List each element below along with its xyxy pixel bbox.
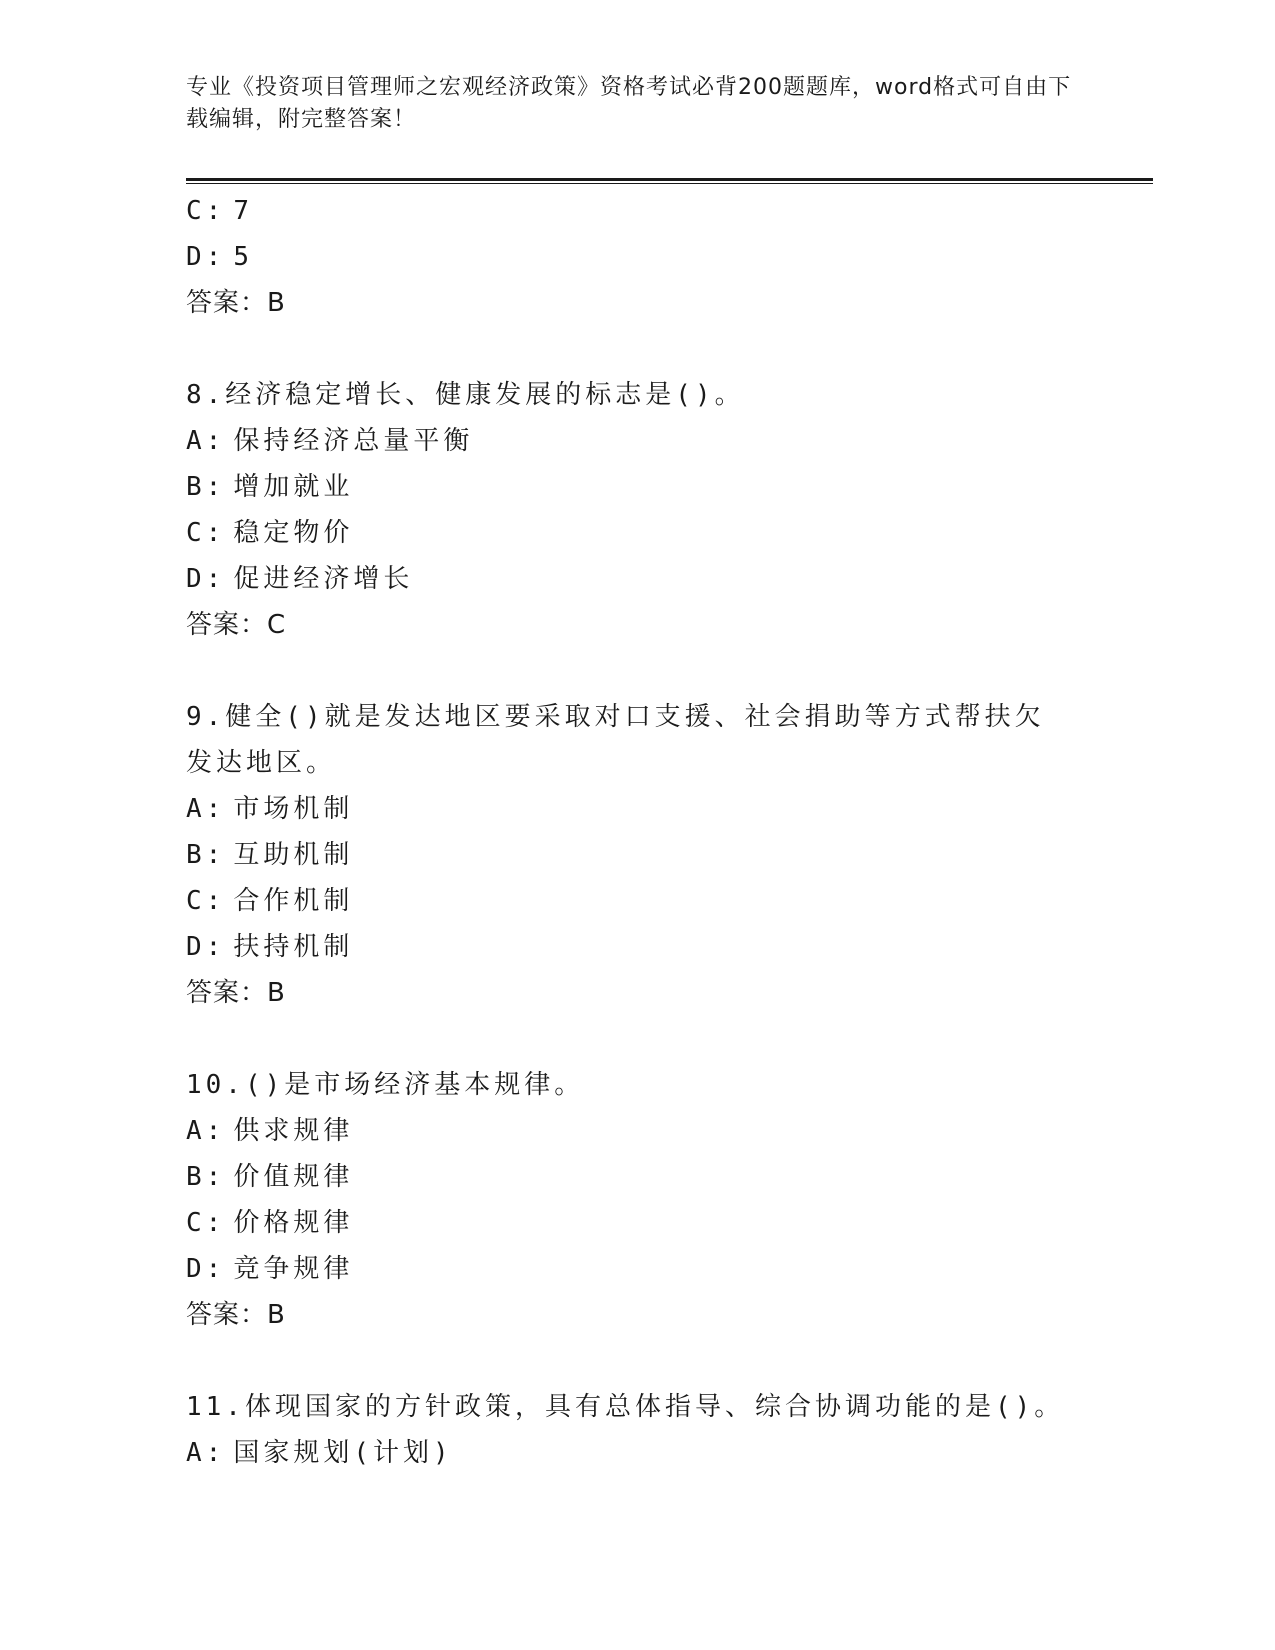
option-text: 稳定物价 xyxy=(233,518,354,548)
option-row xyxy=(186,924,1086,970)
spacer xyxy=(186,1016,1086,1062)
option-row xyxy=(186,786,1086,832)
question-block xyxy=(186,1384,1086,1476)
option-text: 市场机制 xyxy=(233,794,354,824)
answer-line: 答案：B xyxy=(186,978,286,1008)
header-title: 专业《投资项目管理师之宏观经济政策》资格考试必背200题题库，word格式可自由下载编辑，附完整答案！ xyxy=(186,75,1072,132)
option-row xyxy=(186,464,1086,510)
option-row xyxy=(186,1154,1086,1200)
question-block xyxy=(186,1062,1086,1338)
option-key: A: xyxy=(186,1116,226,1146)
option-text: 5 xyxy=(233,242,253,272)
question-stem: 8.经济稳定增长、健康发展的标志是()。 xyxy=(186,380,745,410)
option-text: 扶持机制 xyxy=(233,932,354,962)
carryover-block xyxy=(186,188,1086,326)
question-stem: 11.体现国家的方针政策，具有总体指导、综合协调功能的是()。 xyxy=(186,1392,1065,1422)
option-text: 互助机制 xyxy=(233,840,354,870)
question-block xyxy=(186,694,1086,1016)
question-stem: 9.健全()就是发达地区要采取对口支援、社会捐助等方式帮扶欠发达地区。 xyxy=(186,702,1045,778)
option-key: A: xyxy=(186,794,226,824)
answer-line: 答案：C xyxy=(186,610,287,640)
option-key: C: xyxy=(186,1208,226,1238)
option-row xyxy=(186,418,1086,464)
option-row xyxy=(186,832,1086,878)
option-key: A: xyxy=(186,426,226,456)
spacer xyxy=(186,648,1086,694)
option-row xyxy=(186,878,1086,924)
option-row xyxy=(186,1246,1086,1292)
option-row xyxy=(186,1430,1086,1476)
answer-line: 答案：B xyxy=(186,288,286,318)
option-key: D: xyxy=(186,1254,226,1284)
option-text: 国家规划(计划) xyxy=(233,1438,453,1468)
option-key: B: xyxy=(186,840,226,870)
option-key: D: xyxy=(186,564,226,594)
header-rule-thick xyxy=(186,178,1153,181)
option-row xyxy=(186,188,1086,234)
spacer xyxy=(186,326,1086,372)
option-key: B: xyxy=(186,472,226,502)
option-key: C: xyxy=(186,518,226,548)
option-key: B: xyxy=(186,1162,226,1192)
spacer xyxy=(186,1338,1086,1384)
option-text: 7 xyxy=(233,196,253,226)
option-row xyxy=(186,1108,1086,1154)
option-key: A: xyxy=(186,1438,226,1468)
option-text: 促进经济增长 xyxy=(233,564,414,594)
option-row xyxy=(186,556,1086,602)
option-text: 价值规律 xyxy=(233,1162,354,1192)
option-key: C: xyxy=(186,196,226,226)
option-text: 增加就业 xyxy=(233,472,354,502)
option-row xyxy=(186,1200,1086,1246)
option-key: C: xyxy=(186,886,226,916)
option-row xyxy=(186,510,1086,556)
question-list xyxy=(186,188,1086,1476)
question-block xyxy=(186,372,1086,648)
option-text: 合作机制 xyxy=(233,886,354,916)
option-text: 竞争规律 xyxy=(233,1254,354,1284)
answer-line: 答案：B xyxy=(186,1300,286,1330)
option-text: 价格规律 xyxy=(233,1208,354,1238)
option-row xyxy=(186,234,1086,280)
option-text: 供求规律 xyxy=(233,1116,354,1146)
page-header xyxy=(186,72,1086,136)
option-key: D: xyxy=(186,932,226,962)
option-text: 保持经济总量平衡 xyxy=(233,426,474,456)
option-key: D: xyxy=(186,242,226,272)
header-rule-thin xyxy=(186,183,1153,184)
question-stem: 10.()是市场经济基本规律。 xyxy=(186,1070,585,1100)
